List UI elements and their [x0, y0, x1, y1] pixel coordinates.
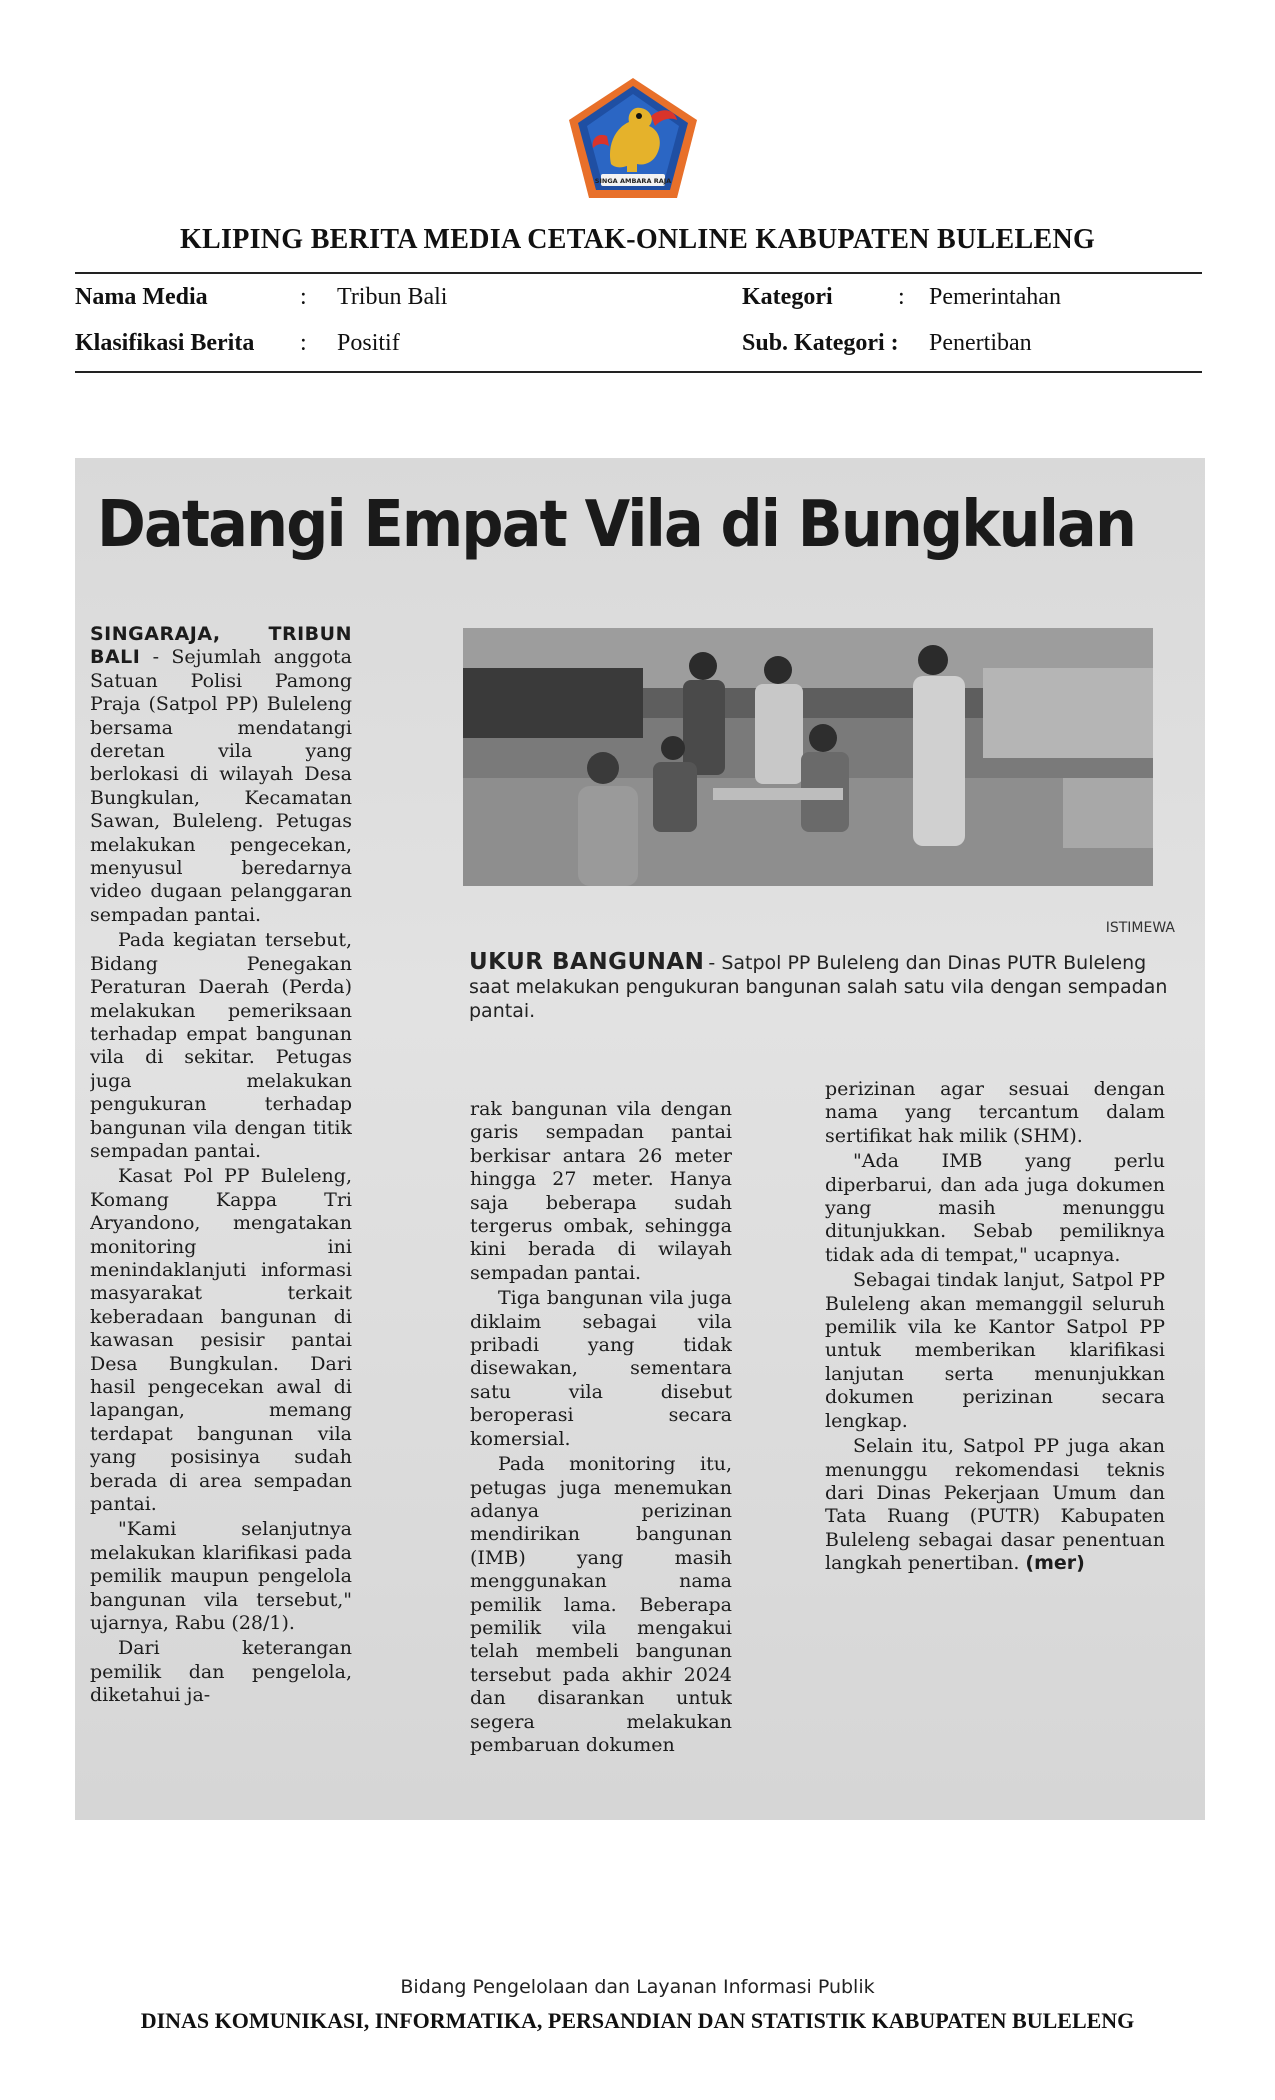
- media-value: Tribun Bali: [337, 284, 448, 310]
- singa-ambara-raja-emblem-icon: [567, 76, 699, 200]
- caption-lead: UKUR BANGUNAN: [469, 949, 705, 975]
- article-column-2: [470, 1098, 732, 1818]
- article-paragraph-11: Sebagai tindak lanjut, Satpol PP Buleleng akan memanggil seluruh pemilik vila ke Kantor Satpol PP untuk memberikan klarifikasi lanjutan serta menunjukkan dokumen perizinan secara lengkap.: [825, 1269, 1165, 1432]
- footer-agency: DINAS KOMUNIKASI, INFORMATIKA, PERSANDIAN DAN STATISTIK KABUPATEN BULELENG: [140, 2008, 1135, 2033]
- article-paragraph-7: Tiga bangunan vila juga diklaim sebagai vila pribadi yang tidak disewakan, sementara satu vila disebut beroperasi secara komersial.: [470, 1287, 732, 1450]
- logo-text: SINGA AMBARA RAJA: [594, 177, 672, 185]
- article-paragraph-2: Pada kegiatan tersebut, Bidang Penegakan Peraturan Daerah (Perda) melakukan pemeriksaan terhadap empat bangunan vila di sekitar. Petugas juga melakukan pengukuran terhadap bangunan vila dengan titik sempadan pantai.: [90, 929, 352, 1162]
- media-label: Nama Media: [75, 284, 208, 310]
- author-signoff: (mer): [1025, 1552, 1085, 1575]
- klasifikasi-label: Klasifikasi Berita: [75, 330, 255, 356]
- article-dateline: SINGARAJA, TRIBUN BALI: [90, 623, 352, 669]
- kategori-colon: :: [898, 284, 905, 310]
- kategori-value: Pemerintahan: [929, 284, 1061, 310]
- article-paragraph-6: rak bangunan vila dengan garis sempadan pantai berkisar antara 26 meter hingga 27 meter. Hanya saja beberapa sudah tergerus ombak, sehingga kini berada di wilayah sempadan pantai.: [470, 1098, 732, 1284]
- divider-bottom: [75, 371, 1202, 373]
- article-column-3: [825, 1078, 1165, 1818]
- kategori-label: Kategori: [742, 284, 833, 310]
- article-paragraph-4: "Kami selanjutnya melakukan klarifikasi pada pemilik maupun pengelola bangunan vila tersebut," ujarnya, Rabu (28/1).: [90, 1518, 352, 1635]
- subkategori-value: Penertiban: [929, 330, 1032, 356]
- klasifikasi-value: Positif: [337, 330, 400, 356]
- article-paragraph-9: perizinan agar sesuai dengan nama yang tercantum dalam sertifikat hak milik (SHM).: [825, 1078, 1165, 1147]
- article-paragraph-8: Pada monitoring itu, petugas juga menemukan adanya perizinan mendirikan bangunan (IMB) yang masih menggunakan nama pemilik lama. Beberapa pemilik vila mengakui telah membeli bangunan tersebut pada akhir 2024 dan disarankan untuk segera melakukan pembaruan dokumen: [470, 1453, 732, 1756]
- footer-division: Bidang Pengelolaan dan Layanan Informasi Publik: [400, 1976, 875, 1998]
- article-paragraph-5: Dari keterangan pemilik dan pengelola, diketahui ja-: [90, 1637, 352, 1707]
- officers-measuring-villa-photo-icon: [463, 628, 1153, 886]
- news-clipping: [75, 458, 1205, 1820]
- photo-credit: ISTIMEWA: [1105, 920, 1175, 936]
- article-paragraph-12: Selain itu, Satpol PP juga akan menunggu rekomendasi teknis dari Dinas Pekerjaan Umum dan Tata Ruang (PUTR) Kabupaten Buleleng sebagai dasar penentuan langkah penertiban.: [825, 1435, 1165, 1575]
- page-title: KLIPING BERITA MEDIA CETAK-ONLINE KABUPATEN BULELENG: [179, 224, 1096, 255]
- article-column-1: [90, 623, 352, 1818]
- article-paragraph-10: "Ada IMB yang perlu diperbarui, dan ada juga dokumen yang masih menunggu ditunjukkan. Sebab pemiliknya tidak ada di tempat," ucapnya.: [825, 1150, 1165, 1266]
- article-paragraph-1: - Sejumlah anggota Satuan Polisi Pamong Praja (Satpol PP) Buleleng bersama mendatangi deretan vila yang berlokasi di wilayah Desa Bungkulan, Kecamatan Sawan, Buleleng. Petugas melakukan pengecekan, menyusul beredarnya video dugaan pelanggaran sempadan pantai.: [90, 646, 352, 926]
- photo-caption: [469, 950, 1169, 1023]
- subkategori-label: Sub. Kategori :: [742, 330, 899, 356]
- article-headline: Datangi Empat Vila di Bungkulan: [97, 488, 1136, 562]
- klasifikasi-colon: :: [300, 330, 307, 356]
- divider-top: [75, 272, 1202, 274]
- article-paragraph-3: Kasat Pol PP Buleleng, Komang Kappa Tri Aryandono, mengatakan monitoring ini menindaklanjuti informasi masyarakat terkait keberadaan bangunan di kawasan pesisir pantai Desa Bungkulan. Dari hasil pengecekan awal di lapangan, memang terdapat bangunan vila yang posisinya sudah berada di area sempadan pantai.: [90, 1165, 352, 1516]
- caption-text: - Satpol PP Buleleng dan Dinas PUTR Buleleng saat melakukan pengukuran bangunan salah satu vila dengan sempadan pantai.: [469, 952, 1168, 1022]
- media-colon: :: [300, 284, 307, 310]
